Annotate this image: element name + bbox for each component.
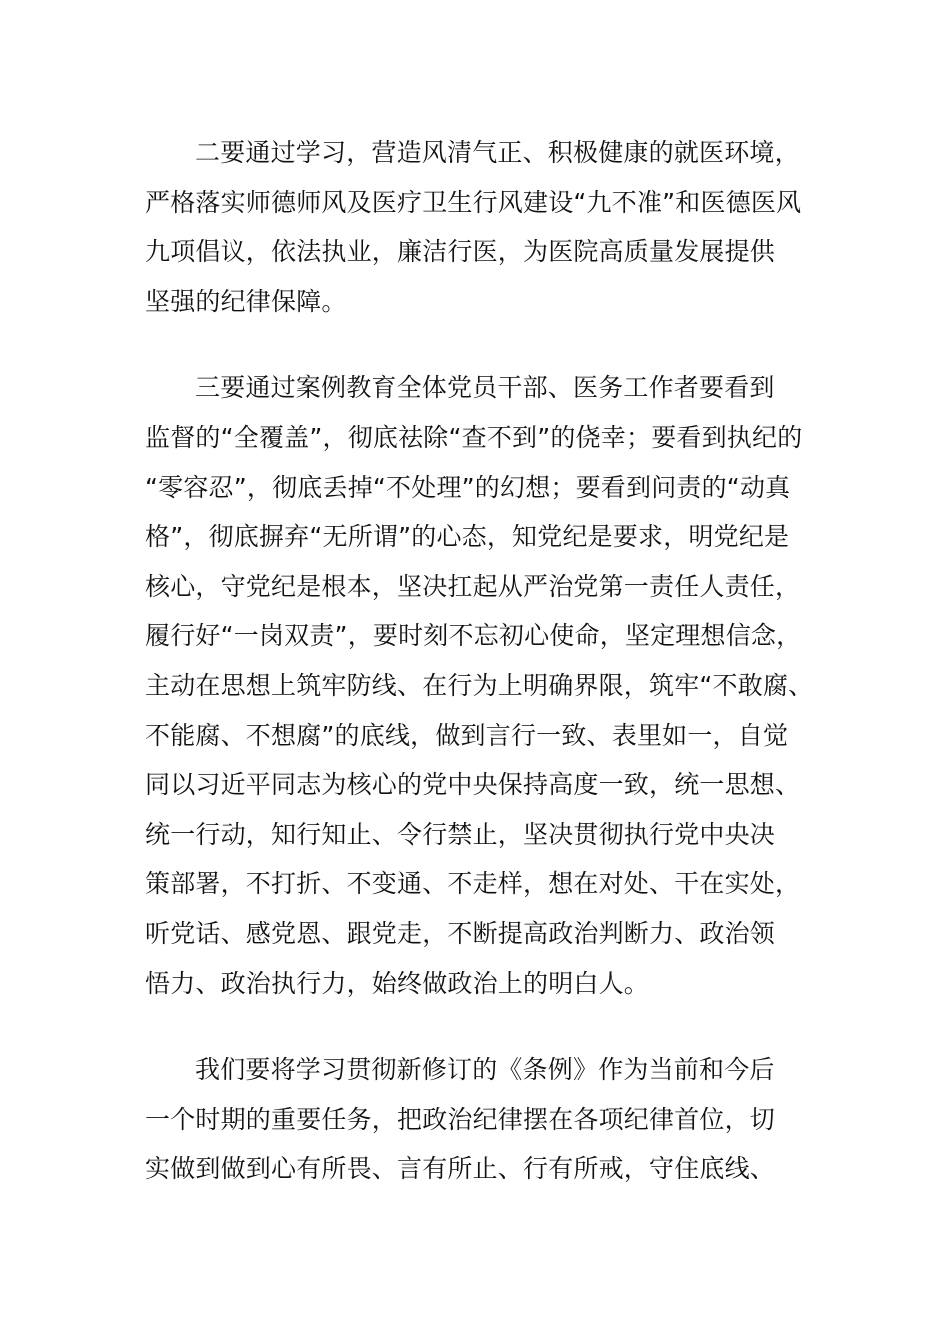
paragraph-line: 同以习近平同志为核心的党中央保持高度一致，统一思想、 — [145, 770, 801, 800]
paragraph-case-education — [145, 363, 814, 1008]
paragraph-line: 悟力、政治执行力，始终做政治上的明白人。 — [145, 968, 650, 998]
paragraph-line: 监督的“全覆盖”，彻底祛除“查不到”的侥幸；要看到执纪的 — [145, 422, 803, 452]
paragraph-line: 履行好“一岗双责”，要时刻不忘初心使命，坚定理想信念， — [145, 621, 802, 651]
paragraph-line: 一个时期的重要任务，把政治纪律摆在各项纪律首位，切 — [145, 1104, 776, 1134]
paragraph-spacer — [145, 326, 807, 363]
paragraph-line: 二要通过学习，营造风清气正、积极健康的就医环境， — [195, 138, 800, 167]
paragraph-line: 核心，守党纪是根本，坚决扛起从严治党第一责任人责任， — [145, 571, 801, 601]
paragraph-line: 严格落实师德师风及医疗卫生行风建设“九不准”和医德医风 — [145, 187, 802, 217]
paragraph-line: 统一行动，知行知止、令行禁止，坚决贯彻执行党中央决 — [145, 819, 776, 849]
paragraph-study-regulations — [145, 1045, 807, 1194]
paragraph-line: 格”，彻底摒弃“无所谓”的心态，知党纪是要求，明党纪是 — [145, 522, 790, 552]
paragraph-line: 不能腐、不想腐”的底线，做到言行一致、表里如一，自觉 — [145, 720, 789, 750]
paragraph-line: 主动在思想上筑牢防线、在行为上明确界限，筑牢“不敢腐、 — [145, 670, 814, 700]
paragraph-line: 策部署，不打折、不变通、不走样，想在对处、干在实处， — [145, 869, 801, 899]
paragraph-line: “零容忍”，彻底丢掉“不处理”的幻想；要看到问责的“动真 — [145, 472, 791, 502]
paragraph-line: 实做到做到心有所畏、言有所止、行有所戒，守住底线、 — [145, 1154, 776, 1184]
paragraph-line: 坚强的纪律保障。 — [145, 286, 347, 316]
paragraph-line: 九项倡议，依法执业，廉洁行医，为医院高质量发展提供 — [145, 237, 776, 267]
document-body — [145, 128, 814, 1194]
paragraph-learning-environment — [145, 128, 807, 326]
paragraph-line: 听党话、感党恩、跟党走，不断提高政治判断力、政治领 — [145, 918, 776, 948]
paragraph-line: 我们要将学习贯彻新修订的《条例》作为当前和今后 — [195, 1055, 775, 1085]
paragraph-spacer — [145, 1008, 807, 1045]
paragraph-line: 三要通过案例教育全体党员干部、医务工作者要看到 — [195, 373, 775, 403]
